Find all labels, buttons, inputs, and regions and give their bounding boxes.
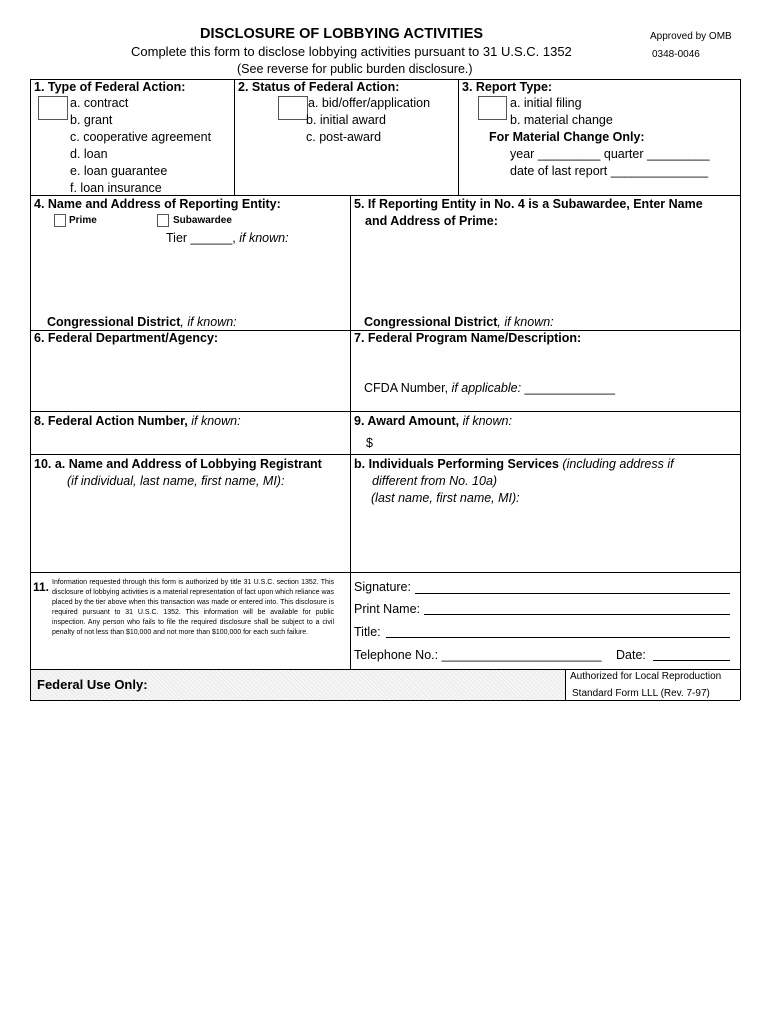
s3-item-initial: a. initial filing: [510, 96, 582, 110]
s3-label: 3. Report Type:: [462, 80, 553, 94]
date-label: Date:: [616, 648, 646, 662]
signature-line[interactable]: [415, 593, 730, 594]
s4-congressional-district: Congressional District, if known:: [47, 315, 237, 329]
prime-checkbox[interactable]: [54, 214, 66, 227]
s2-checkbox[interactable]: [278, 96, 308, 120]
print-name-label: Print Name:: [354, 602, 420, 616]
telephone-blank[interactable]: _______________________: [441, 648, 602, 662]
s1-item-loan-guarantee: e. loan guarantee: [70, 164, 168, 178]
s1-item-cooperative: c. cooperative agreement: [70, 130, 212, 144]
s10b-label: b. Individuals Performing Services (including address if: [354, 457, 674, 471]
form-subtitle: Complete this form to disclose lobbying activities pursuant to 31 U.S.C. 1352: [131, 44, 572, 59]
s5-label: 5. If Reporting Entity in No. 4 is a Subawardee, Enter Name: [354, 197, 703, 211]
prime-label: Prime: [69, 215, 97, 226]
s7-label: 7. Federal Program Name/Description:: [354, 331, 582, 345]
print-name-line[interactable]: [424, 614, 730, 615]
s2-item-post-award: c. post-award: [306, 130, 382, 144]
s2-item-initial-award: b. initial award: [306, 113, 386, 127]
date-line[interactable]: [653, 660, 730, 661]
s11-number: 11.: [33, 580, 50, 594]
s3-quarter-blank[interactable]: _________: [646, 147, 710, 161]
s2-item-bid: a. bid/offer/application: [308, 96, 431, 110]
cfda-number: CFDA Number, if applicable: _____________: [364, 381, 615, 395]
s5-congressional-district: Congressional District, if known:: [364, 315, 554, 329]
subawardee-label: Subawardee: [173, 215, 232, 226]
s3-date-last-report: date of last report ______________: [510, 164, 709, 178]
auth-reproduction: Authorized for Local Reproduction: [570, 671, 722, 682]
s10b-sub-2: (last name, first name, MI):: [371, 491, 520, 505]
form-title: DISCLOSURE OF LOBBYING ACTIVITIES: [200, 26, 484, 42]
s2-label: 2. Status of Federal Action:: [238, 80, 400, 94]
s9-label: 9. Award Amount, if known:: [354, 414, 512, 428]
s1-item-grant: b. grant: [70, 113, 113, 127]
federal-use-label: Federal Use Only:: [37, 677, 148, 692]
s3-material-change-label: For Material Change Only:: [489, 130, 645, 144]
s10a-label: 10. a. Name and Address of Lobbying Registrant: [34, 457, 322, 471]
s10b-sub-1: different from No. 10a): [372, 474, 498, 488]
s1-checkbox[interactable]: [38, 96, 68, 120]
form-subtitle-2: (See reverse for public burden disclosure.): [237, 62, 473, 76]
s5-label-2: and Address of Prime:: [365, 214, 498, 228]
omb-number: 0348-0046: [652, 49, 700, 60]
s3-year-blank[interactable]: _________: [537, 147, 601, 161]
award-dollar-sign: $: [366, 436, 373, 450]
s6-label: 6. Federal Department/Agency:: [34, 331, 219, 345]
title-label: Title:: [354, 625, 381, 639]
s10a-sub: (if individual, last name, first name, MI):: [67, 474, 285, 488]
s3-date-blank[interactable]: ______________: [610, 164, 709, 178]
s3-year-quarter: year _________ quarter _________: [510, 147, 710, 161]
s11-authority-text: Information requested through this form is authorized by title 31 U.S.C. section 1352. This disclosure of lobbying activities is a material representation of fact upon which reliance was placed by the tier above when this transaction was made or entered into. This disclosure is required pursuant to 31 U.S.C. 1352. This information will be available for public inspection. Any person who fails to file the required disclosure shall be subject to a civil penalty of not less than $10,000 and not more than $100,000 for each such failure.: [52, 579, 334, 636]
cfda-blank[interactable]: _____________: [524, 381, 615, 395]
subawardee-checkbox[interactable]: [157, 214, 169, 227]
title-line[interactable]: [386, 637, 730, 638]
signature-label: Signature:: [354, 580, 411, 594]
s8-label: 8. Federal Action Number, if known:: [34, 414, 241, 428]
s3-item-material: b. material change: [510, 113, 613, 127]
s1-item-loan: d. loan: [70, 147, 108, 161]
s1-item-loan-insurance: f. loan insurance: [70, 181, 162, 195]
s3-checkbox[interactable]: [478, 96, 507, 120]
s4-label: 4. Name and Address of Reporting Entity:: [34, 197, 281, 211]
form-number: Standard Form LLL (Rev. 7-97): [572, 688, 710, 699]
omb-approval: Approved by OMB: [650, 31, 732, 42]
s4-tier: Tier ______, if known:: [166, 231, 289, 245]
s1-label: 1. Type of Federal Action:: [34, 80, 186, 94]
telephone-label: Telephone No.: _______________________: [354, 648, 602, 662]
s1-item-contract: a. contract: [70, 96, 129, 110]
